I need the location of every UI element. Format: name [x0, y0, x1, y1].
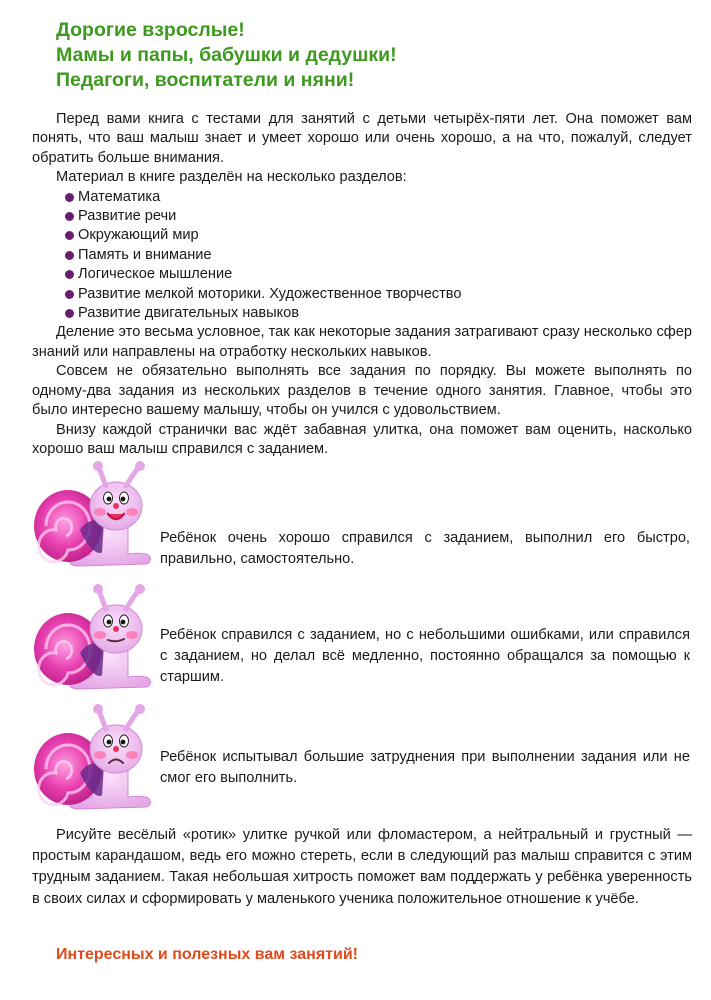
list-item: [65, 226, 692, 245]
rating-happy-text: Ребёнок очень хорошо справился с заданием, выполнил его быстро, правильно, самостоятельно.: [160, 530, 690, 567]
bullet-icon: [65, 290, 74, 299]
heading-line-2: Мамы и папы, бабушки и дедушки!: [56, 44, 397, 66]
rating-happy: [28, 460, 698, 570]
sad-snail-icon: [28, 703, 156, 813]
heading-line-3: Педагоги, воспитатели и няни!: [56, 69, 355, 91]
bullet-icon: [65, 193, 74, 202]
heading-line-1: Дорогие взрослые!: [56, 19, 245, 41]
section-label: Математика: [78, 188, 161, 205]
intro-paragraph-1: Перед вами книга с тестами для занятий с детьми четырёх-пяти лет. Она поможет вам понять, что ваш малыш знает и умеет хорошо или очень хорошо, а на что, пожалуй, следует обратить больше внимания.: [32, 111, 692, 166]
section-label: Память и внимание: [78, 246, 212, 263]
rating-sad: [28, 703, 698, 813]
rating-neutral: [28, 583, 698, 693]
bullet-icon: [65, 270, 74, 279]
sections-list: [32, 188, 692, 324]
section-label: Развитие речи: [78, 208, 177, 225]
bullet-icon: [65, 212, 74, 221]
section-label: Развитие двигательных навыков: [78, 305, 300, 322]
rating-neutral-text: Ребёнок справился с заданием, но с небольшими ошибками, или справился с заданием, но делал всё медленно, постоянно обращался за помощью к старшим.: [160, 627, 690, 685]
paragraph-3: Деление это весьма условное, так как некоторые задания затрагивают сразу несколько сфер знаний или направлены на отработку нескольких навыков.: [32, 324, 692, 360]
section-label: Развитие мелкой моторики. Художественное творчество: [78, 285, 462, 302]
intro-paragraph-2: Материал в книге разделён на несколько разделов:: [56, 169, 407, 186]
final-wish: Интересных и полезных вам занятий!: [56, 946, 359, 963]
list-item: [65, 265, 692, 284]
intro-block: [32, 110, 692, 459]
bullet-icon: [65, 309, 74, 318]
list-item: [65, 304, 692, 323]
list-item: [65, 285, 692, 304]
paragraph-5: Внизу каждой странички вас ждёт забавная улитка, она поможет вам оценить, насколько хорошо ваш малыш справился с заданием.: [32, 421, 692, 457]
section-label: Логическое мышление: [78, 266, 233, 283]
neutral-snail-icon: [28, 583, 156, 693]
section-label: Окружающий мир: [78, 227, 199, 244]
paragraph-4: Совсем не обязательно выполнять все задания по порядку. Вы можете выполнять по одному-два задания из нескольких разделов в течение одного занятия. Главное, чтобы это было интересно вашему малышу, чтобы он учился с удовольствием.: [32, 363, 692, 419]
list-item: [65, 246, 692, 265]
closing-paragraph: Рисуйте весёлый «ротик» улитке ручкой или фломастером, а нейтральный и грустный — простым карандашом, ведь его можно стереть, если в следующий раз малыш справится с этим трудным заданием. Такая небольшая хитрость поможет вам поддержать у ребёнка уверенность в своих силах и сформировать у маленького ученика положительное отношение к учёбе.: [32, 827, 692, 907]
list-item: [65, 207, 692, 226]
page-heading: [56, 18, 397, 93]
bullet-icon: [65, 231, 74, 240]
rating-sad-text: Ребёнок испытывал большие затруднения при выполнении задания или не смог его выполнить.: [160, 749, 690, 786]
bullet-icon: [65, 251, 74, 260]
list-item: [65, 188, 692, 207]
happy-snail-icon: [28, 460, 156, 570]
